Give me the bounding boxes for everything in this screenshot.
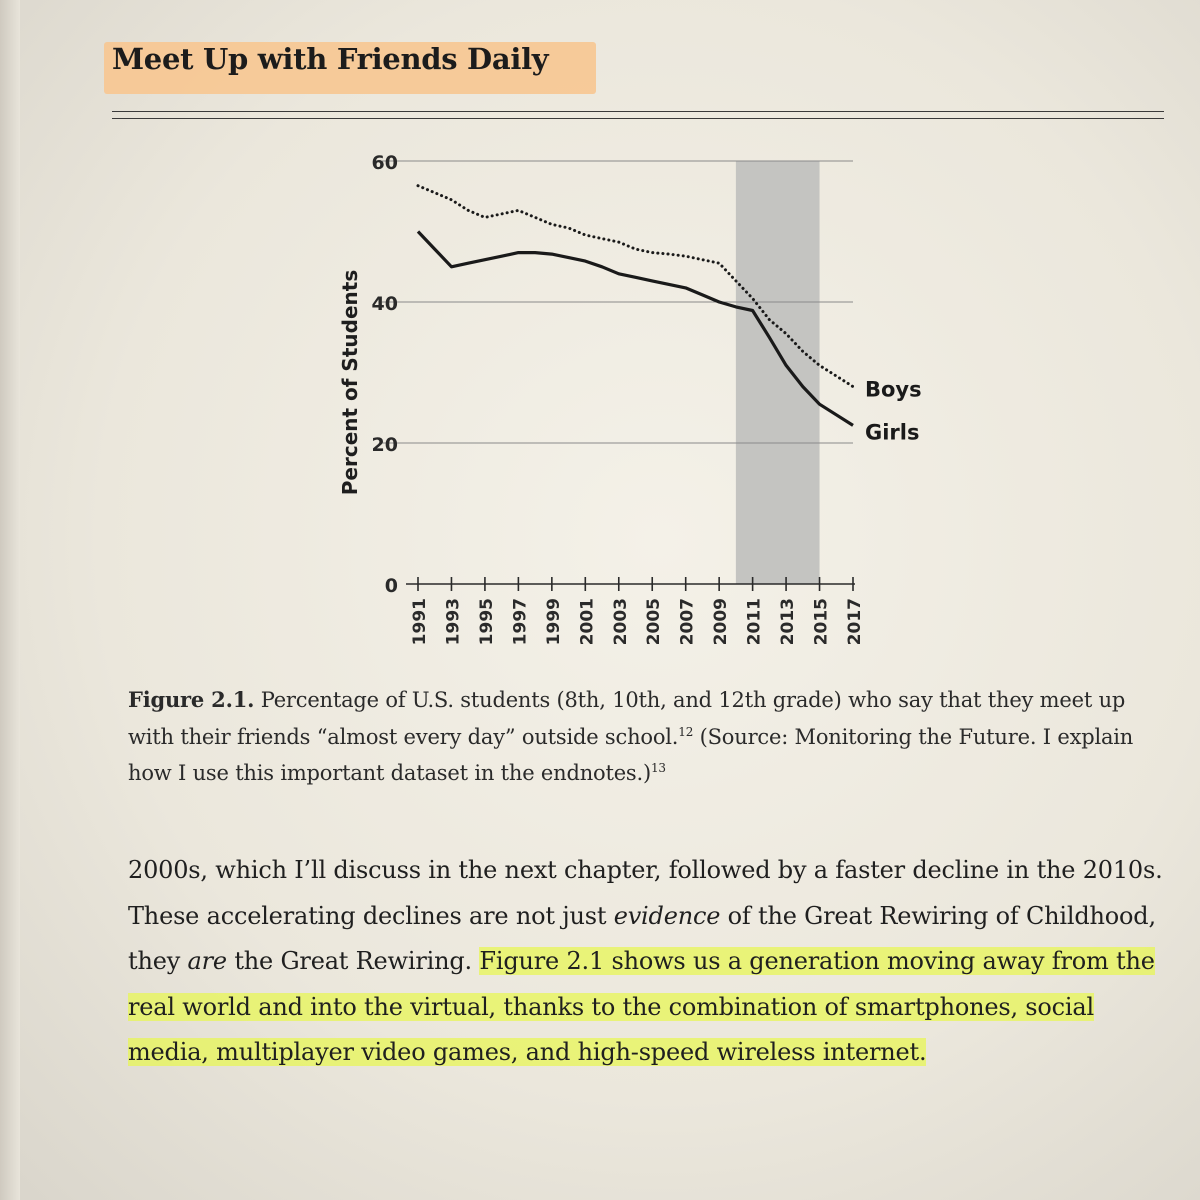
y-axis-title: Percent of Students	[338, 269, 362, 496]
body-text-1: 2000s, which I’ll discuss in the next chapter, followed by a faster decline in the 2010s. These accelerating declines are not just	[128, 856, 1163, 930]
x-tick-label-2009: 2009	[711, 598, 732, 646]
x-tick-label-2015: 2015	[811, 598, 832, 646]
x-tick-label-1999: 1999	[543, 598, 564, 646]
shaded-period-band	[736, 161, 820, 584]
x-tick-label-2017: 2017	[845, 598, 865, 646]
x-tick-label-2005: 2005	[644, 598, 665, 646]
caption-ref-1: 12	[678, 724, 694, 739]
x-tick-label-1995: 1995	[476, 598, 497, 646]
x-tick-label-1993: 1993	[443, 598, 464, 646]
figure-caption	[128, 684, 1168, 790]
y-tick-label-0: 0	[384, 575, 398, 597]
x-tick-label-1991: 1991	[410, 598, 430, 646]
section-heading: Meet Up with Friends Daily	[112, 42, 549, 76]
caption-ref-2: 13	[650, 761, 666, 775]
highlighted-sentence: Figure 2.1 shows us a generation moving away from the real world and into the virtual, thanks to the combination of smartphones, social media, multiplayer video games, and high-speed wireless internet.	[128, 947, 1155, 1066]
figure-label: Figure 2.1.	[128, 687, 255, 712]
caption-text-1: Percentage of U.S. students (8th, 10th, and 12th grade) who say that they meet up with their friends “almost every day” outside school.	[128, 688, 1126, 749]
body-text-2: of the Great Rewiring of Childhood, they	[128, 901, 1156, 975]
body-paragraph	[128, 848, 1168, 1076]
series-label-girls: Girls	[865, 420, 920, 445]
x-tick-label-2007: 2007	[677, 598, 698, 646]
x-tick-label-2013: 2013	[778, 598, 799, 646]
body-emphasis-evidence: evidence	[613, 901, 721, 930]
body-text-3: the Great Rewiring.	[226, 947, 480, 975]
y-tick-label-40: 40	[371, 293, 398, 315]
x-tick-label-2001: 2001	[577, 598, 598, 646]
y-tick-label-20: 20	[371, 434, 398, 456]
caption-text-2: (Source: Monitoring the Future. I explain how I use this important dataset in the endnotes.)	[128, 724, 1134, 785]
x-tick-label-2011: 2011	[744, 598, 765, 646]
y-tick-label-60: 60	[371, 152, 398, 174]
x-tick-label-1997: 1997	[510, 598, 531, 646]
body-emphasis-are: are	[187, 947, 227, 975]
series-label-boys: Boys	[865, 377, 922, 402]
x-tick-label-2003: 2003	[610, 598, 631, 646]
